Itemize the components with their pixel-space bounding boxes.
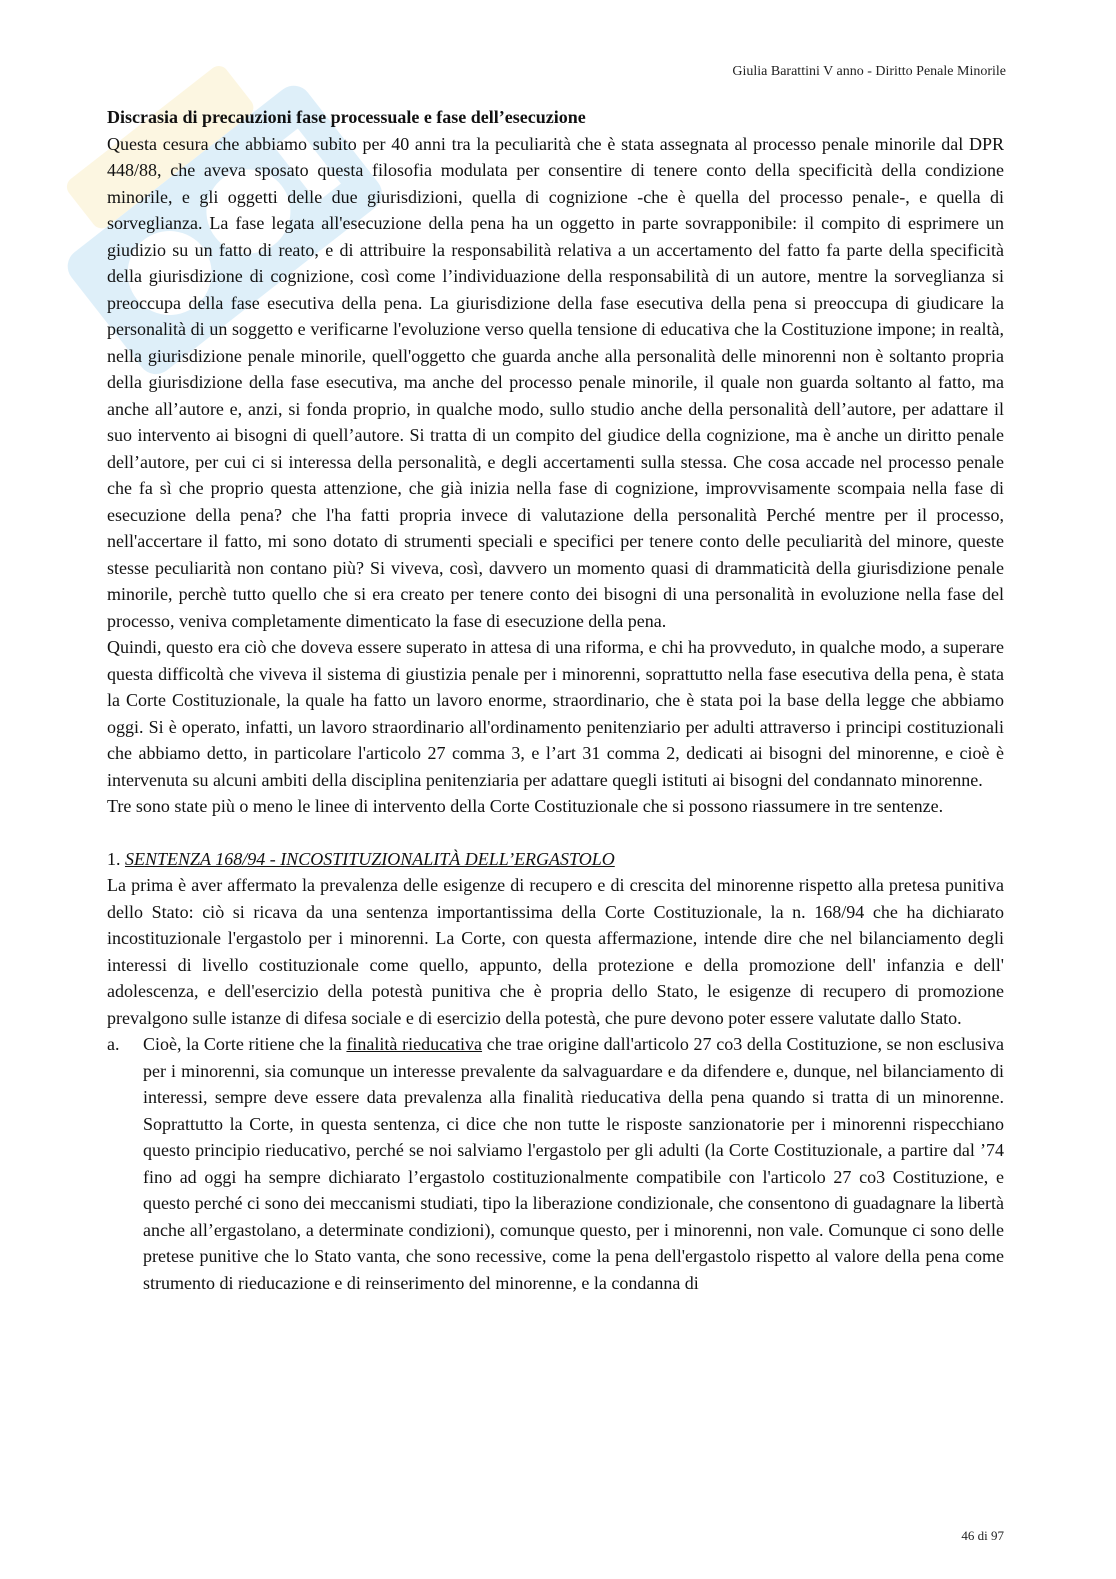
spacer xyxy=(107,820,1004,846)
list-text-before: Cioè, la Corte ritiene che la xyxy=(143,1034,347,1054)
section-paragraph: La prima è aver affermato la prevalenza delle esigenze di recupero e di crescita del minorenne rispetto alla pretesa punitiva dello Stato: ciò si ricava da una sentenza importantissima della Corte Costituzionale, la n. 168/94 che ha dichiarato incostituzionale l'ergastolo per i minorenni. La Corte, con questa affermazione, intende dire che nel bilanciamento degli interessi di livello costituzionale come quello, appunto, della protezione e della promozione dell' infanzia e dell' adolescenza, e dell'esercizio della potestà punitiva che è propria dello Stato, le esigenze di recupero di promozione prevalgono sulle istanze di difesa sociale e di esercizio della potestà, che pure devono poter essere valutate dallo Stato. xyxy=(107,875,1004,1028)
paragraph-2: Quindi, questo era ciò che doveva essere superato in attesa di una riforma, e chi ha provveduto, in qualche modo, a superare questa difficoltà che viveva il sistema di giustizia penale per i minorenni, soprattutto nella fase esecutiva della pena, è stata la Corte Costituzionale, la quale ha fatto un lavoro enorme, straordinario, che è stata poi la base della legge che abbiamo oggi. Si è operato, infatti, un lavoro straordinario all'ordinamento penitenziario per adulti attraverso i principi costituzionali che abbiamo detto, in particolare l'articolo 27 comma 3, e l’art 31 comma 2, dedicati ai bisogni del minorenne, e cioè è intervenuta su alcuni ambiti della disciplina penitenziaria per adattare quegli istituti ai bisogni del condannato minorenne. xyxy=(107,637,1004,790)
section-title-1 xyxy=(107,846,1004,873)
list-text-after: che trae origine dall'articolo 27 co3 della Costituzione, se non esclusiva per i minorenni, sia comunque un interesse prevalente da salvaguardare e da difendere e, dunque, nel bilanciamento di interessi, sempre deve essere data prevalenza alla finalità rieducativa della pena quando si tratta di un minorenne. Soprattutto la Corte, in questa sentenza, ci dice che non tutte le risposte sanzionatorie per i minorenni rispecchiano questo principio rieducativo, perché se noi salviamo l'ergastolo per gli adulti (la Corte Costituzionale, a partire dal ’74 fino ad oggi ha sempre dichiarato l’ergastolo costituzionalmente compatibile con l'articolo 27 co3 Costituzione, e questo perché ci sono dei meccanismi studiati, tipo la liberazione condizionale, che consentono di guadagnare la libertà anche all’ergastolano, a determinate condizioni), comunque questo, per i minorenni, non vale. Comunque ci sono delle pretese punitive che lo Stato vanta, che sono recessive, come la pena dell'ergastolo rispetto al valore della pena come strumento di rieducazione e di reinserimento del minorenne, e la condanna di xyxy=(143,1034,1004,1293)
page-number: 46 di 97 xyxy=(961,1528,1004,1543)
section-heading: Discrasia di precauzioni fase processuale e fase dell’esecuzione xyxy=(107,107,586,127)
paragraph-3: Tre sono state più o meno le linee di intervento della Corte Costituzionale che si possono riassumere in tre sentenze. xyxy=(107,796,944,816)
list-item-body xyxy=(143,1031,1004,1296)
document-body xyxy=(107,104,1004,1296)
section-number: 1. xyxy=(107,848,121,869)
list-marker: a. xyxy=(107,1034,120,1054)
underlined-term: finalità rieducativa xyxy=(346,1034,483,1054)
section-title-text: SENTENZA 168/94 - INCOSTITUZIONALITÀ DELL’ERGASTOLO xyxy=(125,848,615,869)
paragraph-1: Questa cesura che abbiamo subito per 40 anni tra la peculiarità che è stata assegnata al processo penale minorile dal DPR 448/88, che aveva sposato questa filosofia modulata per consentire di tenere conto della specificità della condizione minorile, e gli oggetti delle due giurisdizioni, quella di cognizione -che è quella del processo penale-, e quella di sorveglianza. La fase legata all'esecuzione della pena ha un oggetto in parte sovrapponibile: il compito di esprimere un giudizio su un fatto di reato, e di attribuire la responsabilità relativa a un accertamento del fatto fa parte della specificità della giurisdizione di cognizione, così come l’individuazione della responsabilità di un autore, mentre la sorveglianza si preoccupa della fase esecutiva della pena. La giurisdizione della fase esecutiva della pena si preoccupa di giudicare la personalità di un soggetto e verificarne l'evoluzione verso quella tensione di educativa che la Costituzione impone; in realtà, nella giurisdizione penale minorile, quell'oggetto che guarda anche alla personalità delle minorenni non è soltanto propria della giurisdizione della fase esecutiva, ma anche del processo penale minorile, il quale non guarda soltanto al fatto, ma anche all’autore e, anzi, si fonda proprio, in qualche modo, sullo studio anche della personalità dell’autore, per adattare il suo intervento ai bisogni di quell’autore. Si tratta di un compito del giudice della cognizione, ma è anche un diritto penale dell’autore, per cui ci si interessa della personalità, e degli accertamenti sulla stessa. Che cosa accade nel processo penale che fa sì che proprio questa attenzione, che già inizia nella fase di cognizione, improvvisamente scompaia nella fase di esecuzione della pena? che l'ha fatti propria invece di valutazione della personalità Perché mentre per il processo, nell'accertare il fatto, mi sono dotato di strumenti speciali e specifici per tenere conto delle peculiarità del minore, queste stesse peculiarità non contano più? Si viveva, così, davvero un momento quasi di drammaticità della giurisdizione penale minorile, perchè tutto quello che si era creato per tenere conto dei bisogni di una personalità in evoluzione nella fase del processo, veniva completamente dimenticato la fase di esecuzione della pena. xyxy=(107,133,1004,631)
page-header: Giulia Barattini V anno - Diritto Penale Minorile xyxy=(732,64,1006,79)
list-item-a xyxy=(107,1031,1004,1296)
